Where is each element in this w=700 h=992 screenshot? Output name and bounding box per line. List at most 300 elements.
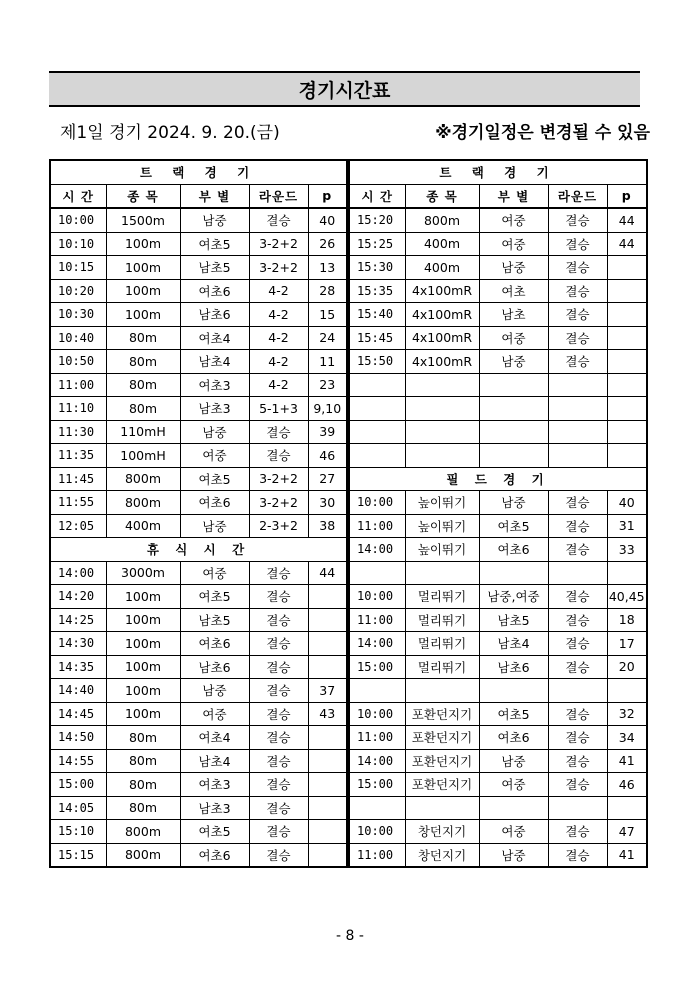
table-row [50,303,347,327]
empty-cell [349,397,405,421]
round-cell: 결승 [249,444,308,468]
time-cell: 14:45 [50,702,106,726]
event-cell: 포환던지기 [405,773,479,797]
schedule-date: 제1일 경기 2024. 9. 20.(금) [60,123,280,143]
round-cell: 결승 [548,608,607,632]
round-cell: 3-2+2 [249,256,308,280]
time-cell: 10:30 [50,303,106,327]
page-cell: 44 [308,561,347,585]
division-cell: 남중 [180,208,249,232]
division-cell: 여초6 [180,632,249,656]
table-row [349,608,647,632]
event-cell: 100m [106,702,180,726]
table-row [50,350,347,374]
empty-cell [349,444,405,468]
table-row [50,679,347,703]
empty-cell [405,373,479,397]
division-cell: 여초5 [180,232,249,256]
round-cell: 결승 [249,773,308,797]
division-cell: 여초5 [180,820,249,844]
page-cell [308,632,347,656]
division-cell: 남초4 [180,749,249,773]
table-row [349,326,647,350]
round-cell: 3-2+2 [249,467,308,491]
table-row [50,420,347,444]
division-cell: 남초4 [180,350,249,374]
column-header: 종 목 [106,184,180,208]
round-cell: 결승 [249,679,308,703]
event-cell: 100mH [106,444,180,468]
empty-cell [607,796,647,820]
column-header: 부 별 [180,184,249,208]
time-cell: 15:50 [349,350,405,374]
event-cell: 80m [106,397,180,421]
division-cell: 남초6 [180,655,249,679]
round-cell: 결승 [249,420,308,444]
event-cell: 800m [106,467,180,491]
event-cell: 포환던지기 [405,726,479,750]
event-cell: 100m [106,655,180,679]
time-cell: 10:50 [50,350,106,374]
division-cell: 여초 [479,279,548,303]
table-row [50,326,347,350]
division-cell: 남초6 [180,303,249,327]
table-row [50,655,347,679]
schedule-change-note: ※경기일정은 변경될 수 있음 [435,123,650,143]
division-cell: 여중 [479,773,548,797]
event-cell: 80m [106,796,180,820]
table-row [50,843,347,867]
event-cell: 80m [106,773,180,797]
round-cell: 결승 [548,208,607,232]
round-cell: 결승 [548,514,607,538]
division-cell: 남중 [479,843,548,867]
column-header: p [607,184,647,208]
division-cell: 여중 [479,208,548,232]
table-row [50,632,347,656]
round-cell: 결승 [548,326,607,350]
empty-row [349,561,647,585]
table-row [50,820,347,844]
table-row [349,820,647,844]
table-row [349,279,647,303]
event-cell: 멀리뛰기 [405,655,479,679]
time-cell: 14:55 [50,749,106,773]
page-cell: 40 [308,208,347,232]
round-cell: 결승 [548,256,607,280]
page-cell [607,303,647,327]
round-cell: 결승 [249,820,308,844]
round-cell: 결승 [548,303,607,327]
page-cell [308,655,347,679]
page-cell: 15 [308,303,347,327]
page-cell: 23 [308,373,347,397]
page-cell: 11 [308,350,347,374]
page-cell: 31 [607,514,647,538]
event-cell: 800m [405,208,479,232]
time-cell: 11:00 [349,608,405,632]
round-cell: 결승 [548,350,607,374]
time-cell: 11:00 [349,514,405,538]
section-title-row [50,160,347,184]
empty-cell [607,679,647,703]
time-cell: 15:40 [349,303,405,327]
empty-cell [479,420,548,444]
page-cell: 9,10 [308,397,347,421]
page-cell [308,608,347,632]
round-cell: 결승 [548,843,607,867]
empty-cell [548,397,607,421]
event-cell: 멀리뛰기 [405,608,479,632]
division-cell: 남중 [180,514,249,538]
division-cell: 남중 [180,679,249,703]
event-cell: 100m [106,679,180,703]
time-cell: 14:05 [50,796,106,820]
empty-cell [548,679,607,703]
division-cell: 남초3 [180,397,249,421]
table-row [50,561,347,585]
division-cell: 남초 [479,303,548,327]
event-cell: 800m [106,843,180,867]
page-cell: 34 [607,726,647,750]
division-cell: 남초5 [180,608,249,632]
header-row [50,184,347,208]
event-cell: 400m [405,232,479,256]
time-cell: 10:00 [50,208,106,232]
event-cell: 4x100mR [405,326,479,350]
page-cell: 41 [607,843,647,867]
empty-cell [607,397,647,421]
division-cell: 여초3 [180,373,249,397]
table-row [349,655,647,679]
table-row [50,796,347,820]
event-cell: 1500m [106,208,180,232]
column-header: 시 간 [50,184,106,208]
table-row [50,232,347,256]
break-time-label: 휴 식 시 간 [50,538,347,562]
event-cell: 4x100mR [405,279,479,303]
empty-cell [479,796,548,820]
round-cell: 4-2 [249,350,308,374]
page-cell: 24 [308,326,347,350]
page-cell [607,350,647,374]
table-row [349,585,647,609]
page-cell: 39 [308,420,347,444]
table-row [50,279,347,303]
page-cell: 47 [607,820,647,844]
table-row [50,467,347,491]
table-row [50,373,347,397]
table-row [349,256,647,280]
division-cell: 여초6 [180,491,249,515]
page-cell: 30 [308,491,347,515]
time-cell: 15:00 [50,773,106,797]
event-cell: 4x100mR [405,303,479,327]
round-cell: 결승 [249,702,308,726]
division-cell: 여초5 [479,514,548,538]
event-cell: 110mH [106,420,180,444]
division-cell: 여중 [479,232,548,256]
time-cell: 10:40 [50,326,106,350]
page-cell [607,279,647,303]
division-cell: 남초5 [479,608,548,632]
empty-cell [405,796,479,820]
round-cell: 3-2+2 [249,491,308,515]
time-cell: 14:30 [50,632,106,656]
division-cell: 여중 [180,702,249,726]
division-cell: 남초4 [479,632,548,656]
event-cell: 800m [106,820,180,844]
division-cell: 여초6 [479,726,548,750]
event-cell: 높이뛰기 [405,538,479,562]
page-cell [308,773,347,797]
time-cell: 15:00 [349,773,405,797]
table-row [50,491,347,515]
round-cell: 3-2+2 [249,232,308,256]
time-cell: 10:00 [349,820,405,844]
event-cell: 100m [106,632,180,656]
round-cell: 결승 [249,561,308,585]
division-cell: 여초6 [180,279,249,303]
event-cell: 100m [106,608,180,632]
round-cell: 결승 [548,655,607,679]
table-row [349,538,647,562]
time-cell: 15:20 [349,208,405,232]
table-row [50,208,347,232]
column-header: 라운드 [249,184,308,208]
time-cell: 15:10 [50,820,106,844]
round-cell: 결승 [249,608,308,632]
round-cell: 4-2 [249,373,308,397]
round-cell: 4-2 [249,326,308,350]
empty-cell [479,679,548,703]
round-cell: 결승 [249,796,308,820]
table-row [349,843,647,867]
division-cell: 여초3 [180,773,249,797]
round-cell: 5-1+3 [249,397,308,421]
table-row [349,632,647,656]
empty-row [349,397,647,421]
page-cell [607,326,647,350]
table-row [50,514,347,538]
table-row [50,585,347,609]
page-cell: 43 [308,702,347,726]
empty-cell [548,420,607,444]
page-title-text: 경기시간표 [298,79,391,102]
round-cell: 결승 [548,585,607,609]
round-cell: 결승 [249,208,308,232]
round-cell: 결승 [548,232,607,256]
empty-cell [349,373,405,397]
page-cell [607,256,647,280]
time-cell: 10:20 [50,279,106,303]
division-cell: 여중 [479,820,548,844]
page-cell: 18 [607,608,647,632]
empty-cell [405,444,479,468]
page-cell [308,843,347,867]
time-cell: 11:45 [50,467,106,491]
event-cell: 4x100mR [405,350,479,374]
division-cell: 남중 [479,491,548,515]
table-row [349,232,647,256]
field-events-title: 필 드 경 기 [349,467,647,491]
round-cell: 결승 [548,538,607,562]
table-row [349,726,647,750]
section-title-row [349,467,647,491]
empty-cell [548,373,607,397]
round-cell: 결승 [249,726,308,750]
right-schedule-table [348,159,648,868]
time-cell: 11:00 [349,843,405,867]
time-cell: 12:05 [50,514,106,538]
event-cell: 100m [106,256,180,280]
page-cell: 40,45 [607,585,647,609]
time-cell: 14:00 [349,632,405,656]
page-cell: 26 [308,232,347,256]
event-cell: 창던지기 [405,843,479,867]
event-cell: 포환던지기 [405,702,479,726]
empty-row [349,796,647,820]
time-cell: 11:00 [50,373,106,397]
track-events-title: 트 랙 경 기 [349,160,647,184]
event-cell: 100m [106,303,180,327]
event-cell: 800m [106,491,180,515]
table-row [349,350,647,374]
empty-cell [479,561,548,585]
round-cell: 결승 [249,749,308,773]
event-cell: 멀리뛰기 [405,632,479,656]
table-row [50,608,347,632]
event-cell: 높이뛰기 [405,514,479,538]
division-cell: 남중 [479,256,548,280]
event-cell: 포환던지기 [405,749,479,773]
table-row [349,208,647,232]
event-cell: 80m [106,350,180,374]
round-cell: 결승 [548,726,607,750]
round-cell: 결승 [249,585,308,609]
time-cell: 15:30 [349,256,405,280]
table-row [349,514,647,538]
table-row [349,303,647,327]
page-cell: 27 [308,467,347,491]
time-cell: 15:35 [349,279,405,303]
division-cell: 여중 [180,444,249,468]
event-cell: 400m [106,514,180,538]
event-cell: 80m [106,726,180,750]
empty-cell [607,373,647,397]
column-header: 시 간 [349,184,405,208]
time-cell: 11:10 [50,397,106,421]
event-cell: 400m [405,256,479,280]
time-cell: 15:45 [349,326,405,350]
column-header: 라운드 [548,184,607,208]
page-cell: 32 [607,702,647,726]
time-cell: 14:50 [50,726,106,750]
table-row [349,749,647,773]
event-cell: 80m [106,326,180,350]
page-cell [308,820,347,844]
time-cell: 11:55 [50,491,106,515]
empty-cell [349,796,405,820]
division-cell: 여초4 [180,726,249,750]
event-cell: 80m [106,373,180,397]
page-cell: 17 [607,632,647,656]
division-cell: 남중,여중 [479,585,548,609]
page-cell: 37 [308,679,347,703]
empty-cell [405,420,479,444]
table-row [349,491,647,515]
page-cell: 20 [607,655,647,679]
empty-cell [405,679,479,703]
empty-cell [349,679,405,703]
empty-cell [607,420,647,444]
empty-cell [479,373,548,397]
page-cell [308,749,347,773]
column-header: 부 별 [479,184,548,208]
header-row [349,184,647,208]
round-cell: 결승 [548,702,607,726]
empty-cell [607,444,647,468]
page-cell: 38 [308,514,347,538]
page-cell: 46 [308,444,347,468]
round-cell: 결승 [548,632,607,656]
event-cell: 80m [106,749,180,773]
round-cell: 2-3+2 [249,514,308,538]
page-cell: 41 [607,749,647,773]
division-cell: 여초5 [180,585,249,609]
time-cell: 14:35 [50,655,106,679]
division-cell: 남중 [180,420,249,444]
time-cell: 11:30 [50,420,106,444]
event-cell: 3000m [106,561,180,585]
division-cell: 남초6 [479,655,548,679]
round-cell: 4-2 [249,303,308,327]
event-cell: 100m [106,279,180,303]
division-cell: 여초6 [180,843,249,867]
page-cell: 46 [607,773,647,797]
page-cell [308,726,347,750]
table-row [50,749,347,773]
track-events-title: 트 랙 경 기 [50,160,347,184]
round-cell: 결승 [249,843,308,867]
time-cell: 14:00 [349,538,405,562]
event-cell: 100m [106,232,180,256]
left-schedule-table [49,159,348,868]
round-cell: 4-2 [249,279,308,303]
column-header: p [308,184,347,208]
time-cell: 14:40 [50,679,106,703]
empty-cell [479,397,548,421]
time-cell: 11:00 [349,726,405,750]
time-cell: 14:00 [50,561,106,585]
page-number: - 8 - [336,928,364,944]
empty-row [349,420,647,444]
division-cell: 여중 [479,326,548,350]
empty-row [349,444,647,468]
time-cell: 11:35 [50,444,106,468]
round-cell: 결승 [548,279,607,303]
event-cell: 100m [106,585,180,609]
empty-cell [548,796,607,820]
division-cell: 여초4 [180,326,249,350]
round-cell: 결승 [249,655,308,679]
page-cell: 44 [607,232,647,256]
event-cell: 높이뛰기 [405,491,479,515]
division-cell: 남중 [479,749,548,773]
time-cell: 15:00 [349,655,405,679]
page-cell: 40 [607,491,647,515]
division-cell: 여중 [180,561,249,585]
